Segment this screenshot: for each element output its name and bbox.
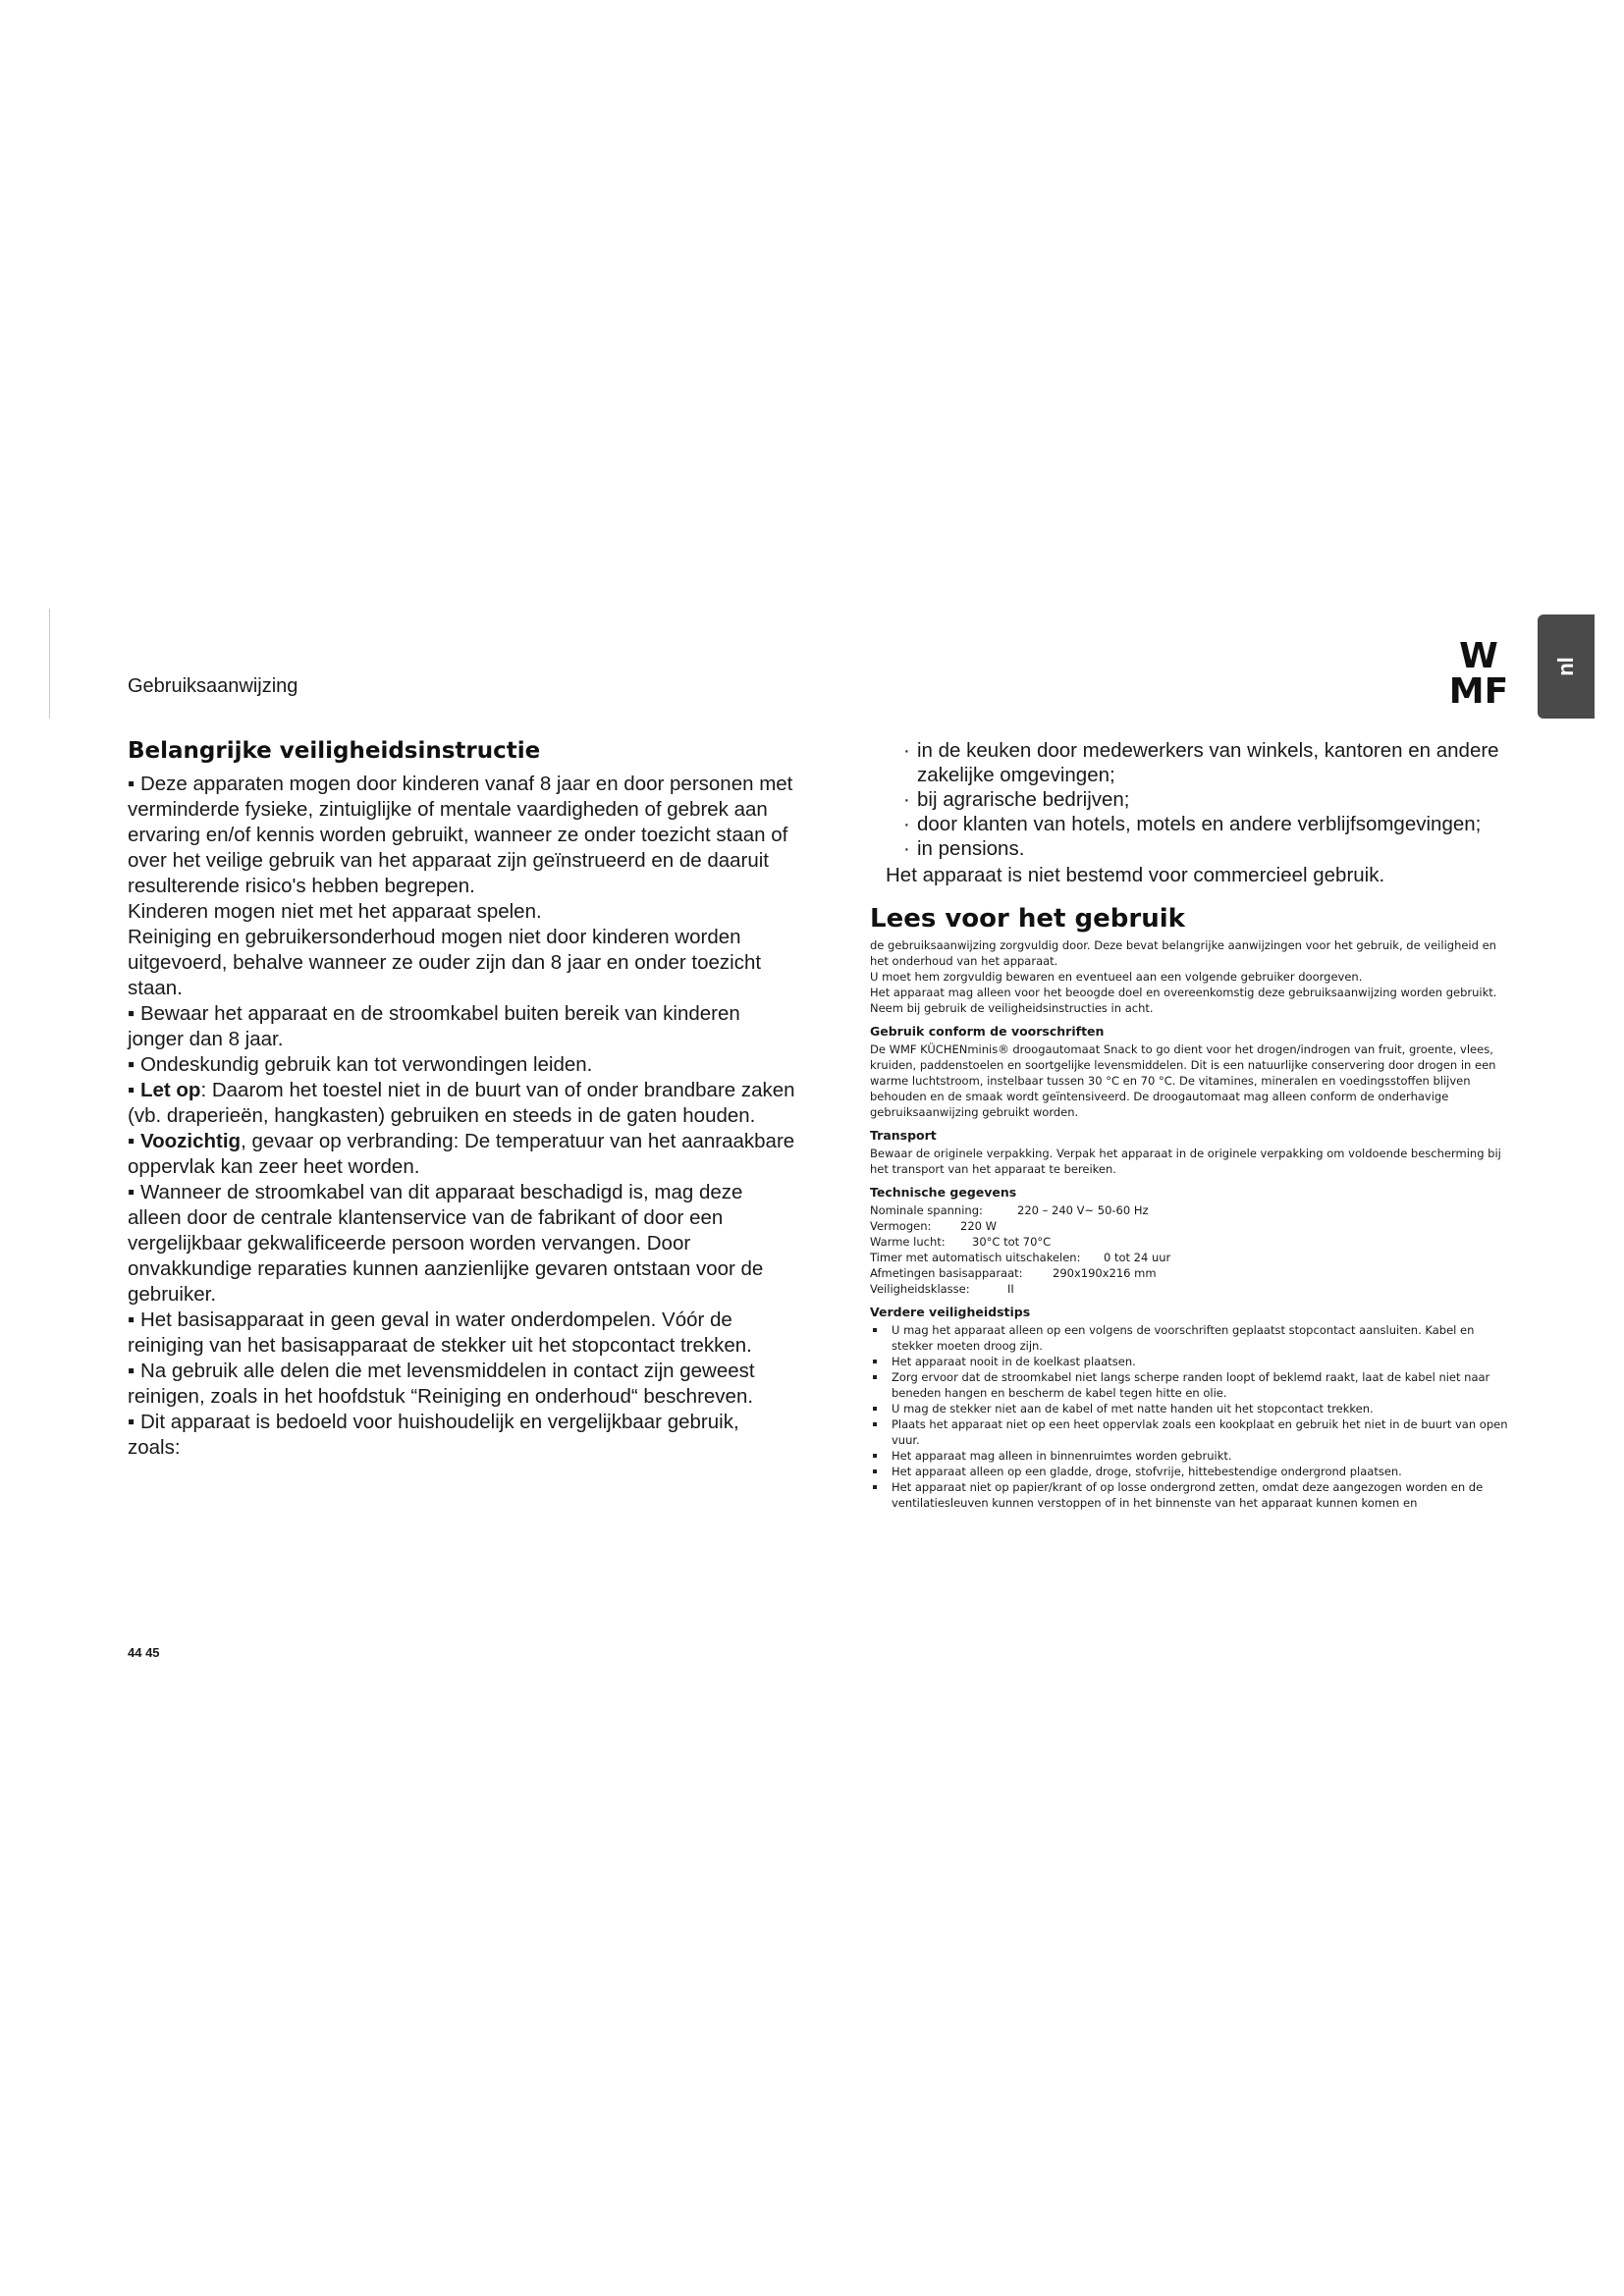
usage-heading: Gebruik conform de voorschriften xyxy=(870,1024,1105,1039)
specs-table xyxy=(870,1202,1518,1297)
voorzichtig-text: , gevaar op verbranding: De temperatuur van het aanraakbare oppervlak kan zeer heet worden. xyxy=(128,1130,795,1178)
list-item: Het apparaat mag alleen in binnenruimtes worden gebruikt. xyxy=(870,1448,1518,1464)
list-item: Zorg ervoor dat de stroomkabel niet langs scherpe randen loopt of beklemd raakt, laat de kabel niet naar beneden hangen en bescherm de kabel tegen hitte en olie. xyxy=(870,1369,1518,1401)
safety-paragraph: ▪ Ondeskundig gebruik kan tot verwondingen leiden. xyxy=(128,1053,593,1076)
right-column xyxy=(870,738,1518,1511)
document-header-title: Gebruiksaanwijzing xyxy=(128,675,298,697)
commercial-note: Het apparaat is niet bestemd voor commercieel gebruik. xyxy=(886,864,1385,886)
more-safety-heading: Verdere veiligheidstips xyxy=(870,1305,1031,1319)
left-column xyxy=(128,738,795,1461)
transport-heading: Transport xyxy=(870,1128,937,1143)
page-spine-divider xyxy=(49,609,50,719)
language-tab xyxy=(1538,614,1595,719)
list-item: Plaats het apparaat niet op een heet oppervlak zoals een kookplaat en gebruik het niet in de buurt van open vuur. xyxy=(870,1416,1518,1448)
list-item: Het apparaat alleen op een gladde, droge, stofvrije, hittebestendige ondergrond plaatsen. xyxy=(870,1464,1518,1479)
usage-environment-list xyxy=(870,738,1518,861)
letop-label: ▪ Let op xyxy=(128,1079,201,1101)
letop-text: : Daarom het toestel niet in de buurt van of onder brandbare zaken (vb. draperieën, hangkasten) gebruiken en steeds in de gaten houden. xyxy=(128,1079,795,1127)
safety-paragraph: ▪ Dit apparaat is bedoeld voor huishoudelijk en vergelijkbaar gebruik, zoals: xyxy=(128,1411,739,1459)
spec-row: Vermogen: 220 W xyxy=(870,1219,997,1233)
intro-paragraph: Neem bij gebruik de veiligheidsinstructies in acht. xyxy=(870,1001,1154,1015)
list-item: Het apparaat nooit in de koelkast plaatsen. xyxy=(870,1354,1518,1369)
spec-row: Timer met automatisch uitschakelen: 0 tot 24 uur xyxy=(870,1251,1171,1264)
safety-tips-list xyxy=(870,1322,1518,1511)
list-item: Het apparaat niet op papier/krant of op losse ondergrond zetten, omdat deze aangezogen worden en de ventilatiesleuven kunnen verstoppen of in het binnenste van het apparaat kunnen komen en xyxy=(870,1479,1518,1511)
language-tab-label: nl xyxy=(1553,657,1578,676)
intro-paragraph: Het apparaat mag alleen voor het beoogde doel en overeenkomstig deze gebruiksaanwijzing worden gebruikt. xyxy=(870,986,1497,999)
svg-text:MF: MF xyxy=(1448,671,1509,707)
safety-paragraph: ▪ Wanneer de stroomkabel van dit apparaat beschadigd is, mag deze alleen door de centrale klantenservice van de fabrikant of door een vergelijkbaar gekwalificeerde persoon worden vervangen. Door onvakkundige reparaties kunnen aanzienlijke gevaren ontstaan voor de gebruiker. xyxy=(128,1181,764,1306)
list-item: · bij agrarische bedrijven; xyxy=(903,788,1130,811)
list-item: · in pensions. xyxy=(903,837,1025,860)
transport-text: Bewaar de originele verpakking. Verpak het apparaat in de originele verpakking om voldoende bescherming bij het transport van het apparaat te bereiken. xyxy=(870,1147,1501,1176)
read-before-use-body xyxy=(870,937,1518,1511)
usage-text: De WMF KÜCHENminis® droogautomaat Snack to go dient voor het drogen/indrogen van fruit, groente, vlees, kruiden, paddenstoelen en soortgelijke levensmiddelen. Dit is een natuurlijke conservering door drogen in een warme luchtstroom, instelbaar tussen 30 °C en 70 °C. De vitamines, mineralen en voedingsstoffen blijven behouden en de smaak wordt geïntensiveerd. De droogautomaat mag alleen conform de onderhavige gebruiksaanwijzing gebruikt worden. xyxy=(870,1042,1496,1119)
intro-paragraph: de gebruiksaanwijzing zorgvuldig door. Deze bevat belangrijke aanwijzingen voor het gebruik, de veiligheid en het onderhoud van het apparaat. xyxy=(870,938,1496,968)
list-item: · in de keuken door medewerkers van winkels, kantoren en andere zakelijke omgevingen; xyxy=(903,739,1499,786)
list-item: U mag de stekker niet aan de kabel of met natte handen uit het stopcontact trekken. xyxy=(870,1401,1518,1416)
svg-text:W: W xyxy=(1459,636,1498,676)
spec-row: Nominale spanning: 220 – 240 V~ 50-60 Hz xyxy=(870,1203,1149,1217)
list-item: · door klanten van hotels, motels en andere verblijfsomgevingen; xyxy=(903,813,1482,835)
spec-row: Veiligheidsklasse: II xyxy=(870,1282,1014,1296)
safety-paragraph: ▪ Na gebruik alle delen die met levensmiddelen in contact zijn geweest reinigen, zoals in het hoofdstuk “Reiniging en onderhoud“ beschreven. xyxy=(128,1360,755,1408)
safety-paragraph: Reiniging en gebruikersonderhoud mogen niet door kinderen worden uitgevoerd, behalve wanneer ze ouder zijn dan 8 jaar en onder toezicht staan. xyxy=(128,926,762,999)
list-item: U mag het apparaat alleen op een volgens de voorschriften geplaatst stopcontact aansluiten. Kabel en stekker moeten droog zijn. xyxy=(870,1322,1518,1354)
spec-row: Afmetingen basisapparaat: 290x190x216 mm xyxy=(870,1266,1157,1280)
specs-heading: Technische gegevens xyxy=(870,1185,1017,1200)
voorzichtig-label: ▪ Voozichtig xyxy=(128,1130,242,1152)
safety-paragraph: Kinderen mogen niet met het apparaat spelen. xyxy=(128,900,542,923)
safety-paragraph: ▪ Het basisapparaat in geen geval in water onderdompelen. Vóór de reiniging van het basisapparaat de stekker uit het stopcontact trekken. xyxy=(128,1308,752,1357)
safety-paragraph-letop xyxy=(128,1078,795,1129)
wmf-logo-icon xyxy=(1447,634,1510,707)
safety-paragraph-voorzichtig xyxy=(128,1129,795,1180)
safety-heading: Belangrijke veiligheidsinstructie xyxy=(128,738,541,764)
read-before-use-heading: Lees voor het gebruik xyxy=(870,904,1185,934)
safety-paragraph: ▪ Bewaar het apparaat en de stroomkabel buiten bereik van kinderen jonger dan 8 jaar. xyxy=(128,1002,740,1050)
spec-row: Warme lucht: 30°C tot 70°C xyxy=(870,1235,1052,1249)
intro-paragraph: U moet hem zorgvuldig bewaren en eventueel aan een volgende gebruiker doorgeven. xyxy=(870,970,1363,984)
safety-body xyxy=(128,772,795,1461)
page-numbers: 44 45 xyxy=(128,1645,160,1660)
safety-paragraph: ▪ Deze apparaten mogen door kinderen vanaf 8 jaar en door personen met verminderde fysieke, zintuiglijke of mentale vaardigheden of gebrek aan ervaring en/of kennis worden gebruikt, wanneer ze onder toezicht staan of over het veilige gebruik van het apparaat zijn geïnstrueerd en de daaruit resulterende risico's hebben begrepen. xyxy=(128,773,793,897)
